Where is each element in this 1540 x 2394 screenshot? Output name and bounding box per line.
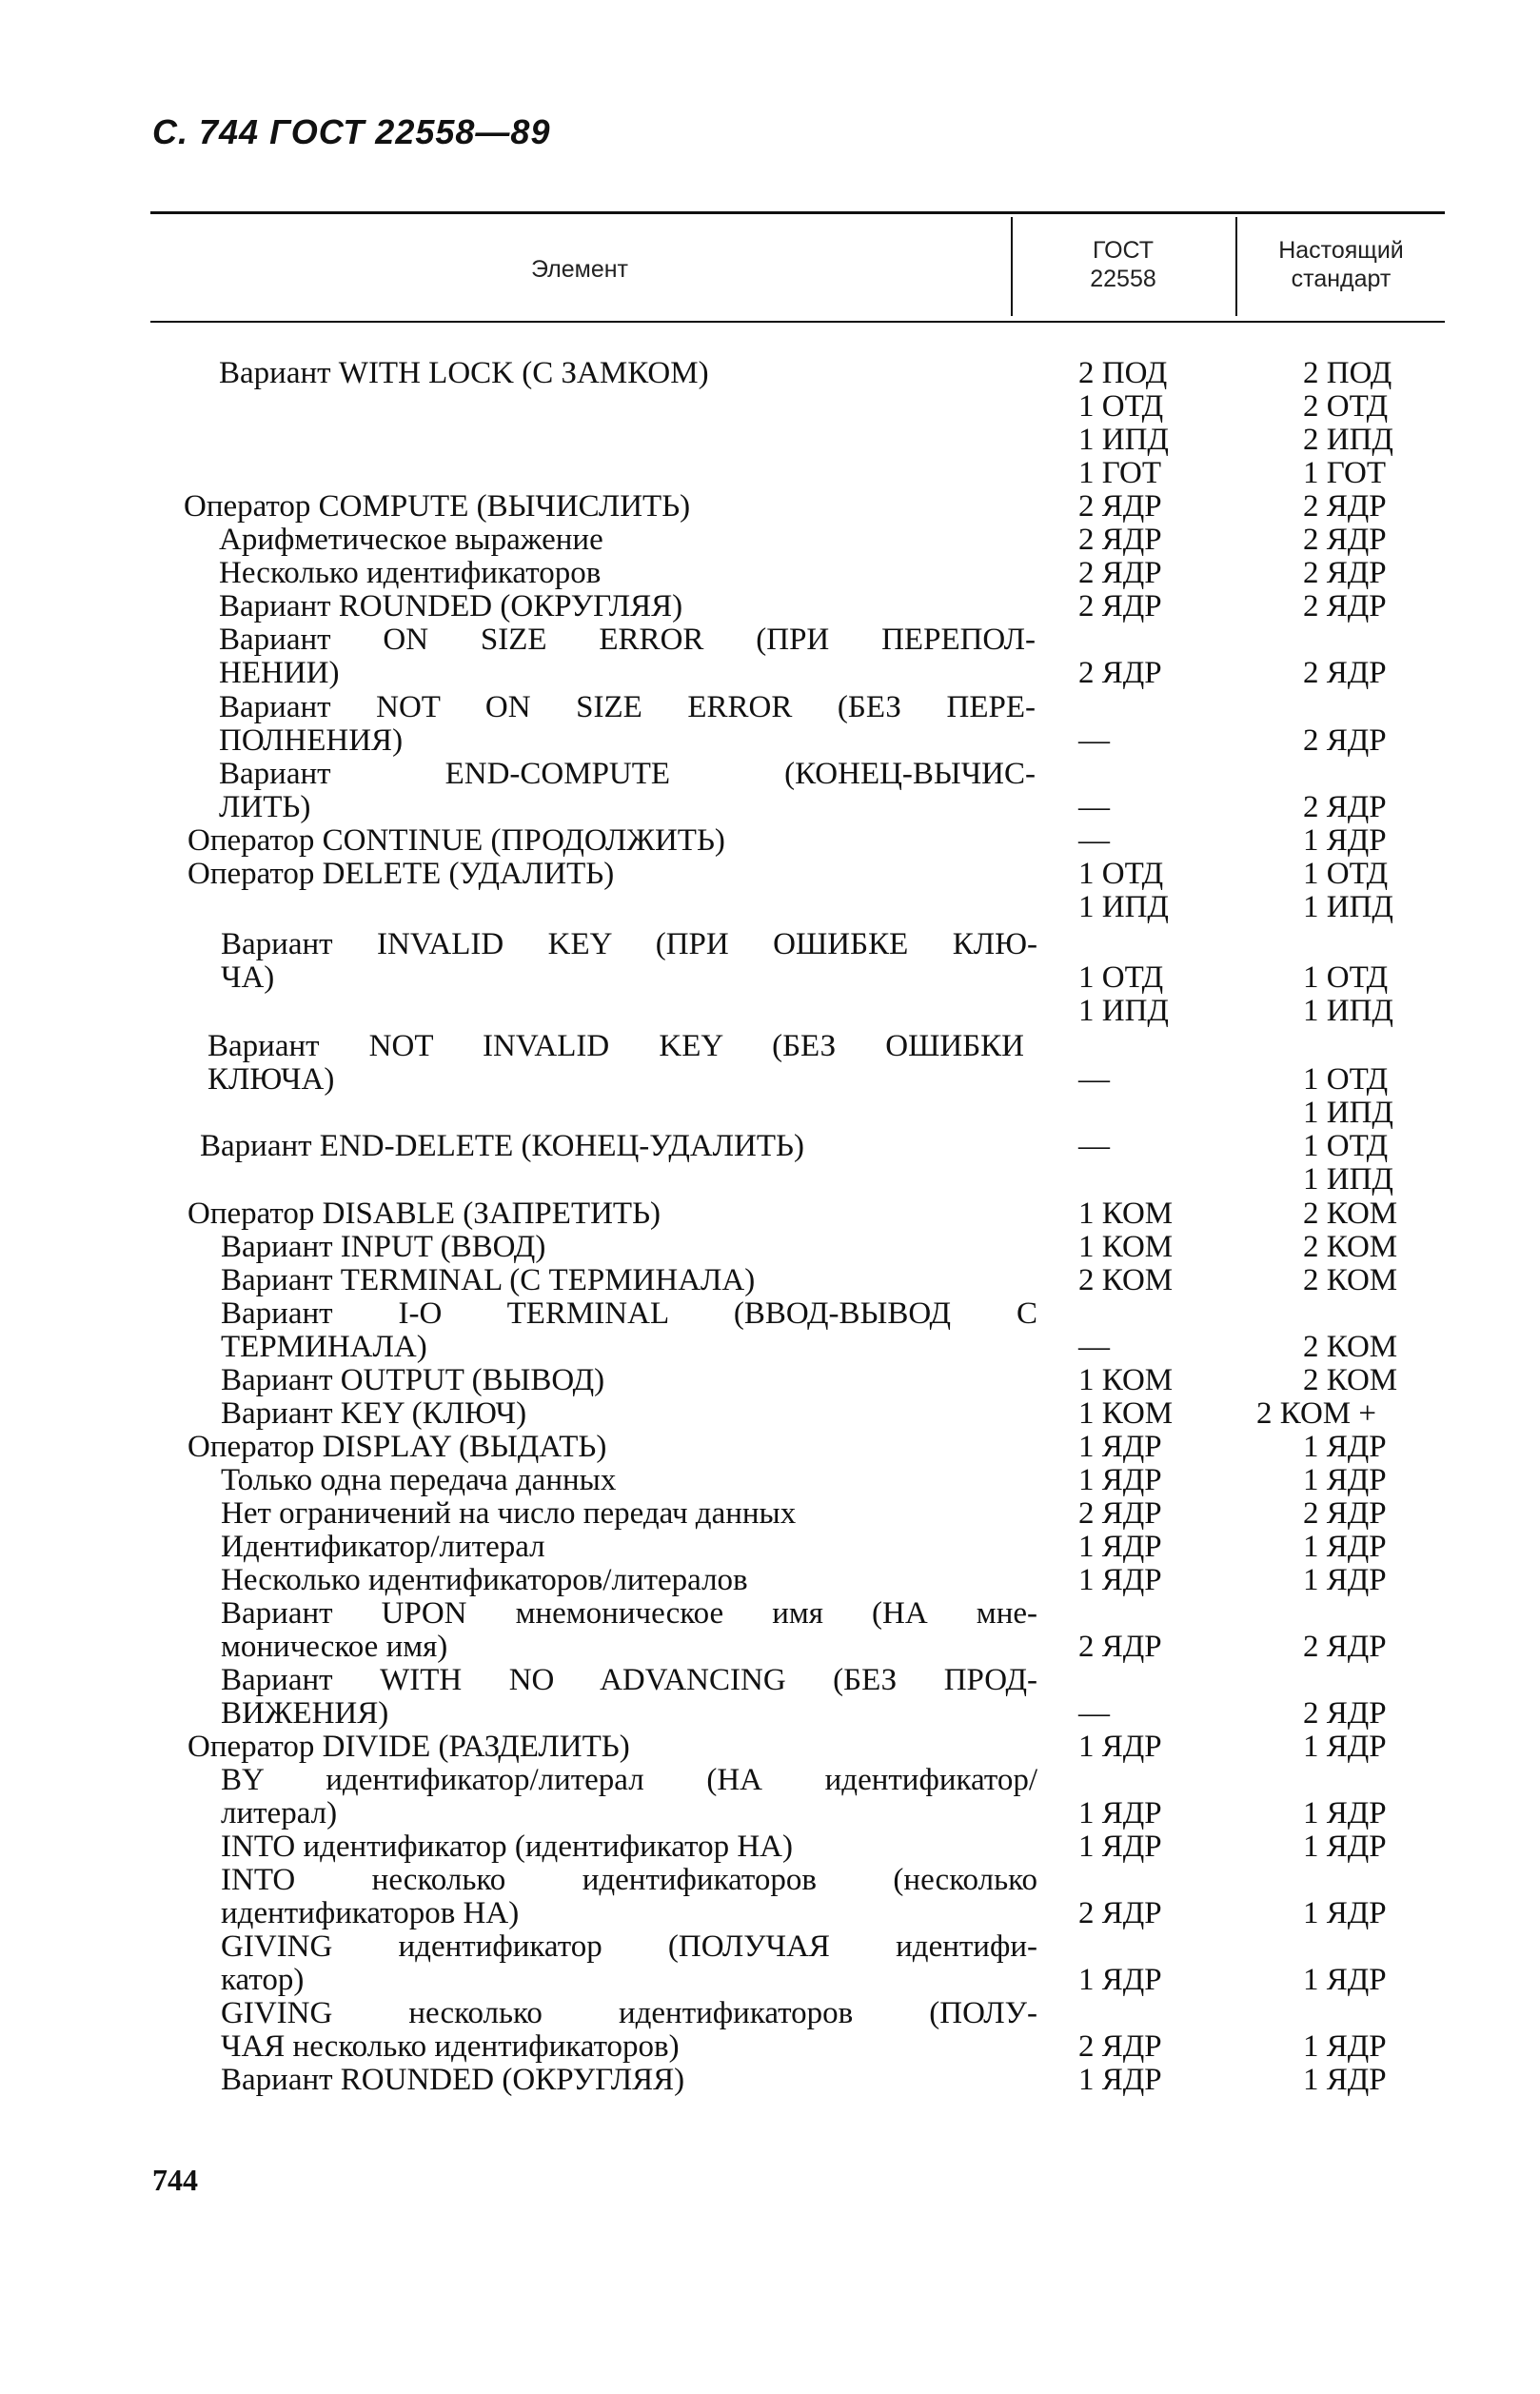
- table-row: [0, 1063, 1540, 1097]
- table-row: [0, 1297, 1540, 1331]
- standard-cell: 2 ЯДР: [1303, 523, 1387, 557]
- element-cell: литерал): [221, 1796, 338, 1830]
- standard-cell: 2 ИПД: [1303, 423, 1393, 457]
- standard-cell: 1 ГОТ: [1303, 456, 1386, 490]
- standard-cell: 1 ИПД: [1303, 994, 1393, 1028]
- table-row: [0, 1564, 1540, 1597]
- gost-cell: 1 ЯДР: [1078, 1430, 1162, 1464]
- gost-cell: 1 ЯДР: [1078, 2063, 1162, 2097]
- table-row: [0, 424, 1540, 457]
- gost-cell: 1 КОМ: [1078, 1363, 1174, 1397]
- element-cell: Нет ограничений на число передач данных: [221, 1496, 797, 1531]
- standard-cell: 1 ЯДР: [1303, 823, 1387, 858]
- standard-cell: 2 КОМ: [1303, 1330, 1398, 1364]
- table-row: [0, 524, 1540, 557]
- table-row: [0, 791, 1540, 824]
- gost-cell: 1 КОМ: [1078, 1230, 1174, 1264]
- gost-cell: 2 ЯДР: [1078, 2029, 1162, 2064]
- element-cell: Вариант I-O TERMINAL (ВВОД-ВЫВОД С: [221, 1296, 1037, 1331]
- element-cell: BY идентификатор/литерал (НА идентификатор/: [221, 1763, 1037, 1797]
- table-row: [0, 1130, 1540, 1163]
- table-row: [0, 2064, 1540, 2097]
- element-cell: ЛИТЬ): [219, 790, 311, 824]
- table-row: [0, 1397, 1540, 1431]
- element-cell: Вариант OUTPUT (ВЫВОД): [221, 1363, 605, 1397]
- standard-cell: 2 КОМ: [1303, 1363, 1398, 1397]
- element-cell: Несколько идентификаторов/литералов: [221, 1563, 748, 1597]
- element-cell: Вариант ROUNDED (ОКРУГЛЯЯ): [221, 2063, 685, 2097]
- standard-cell: 1 ИПД: [1303, 890, 1393, 924]
- standard-cell: 2 ПОД: [1303, 356, 1392, 390]
- element-cell: НЕНИИ): [219, 656, 340, 690]
- table-row: [0, 623, 1540, 657]
- standard-cell: 1 ИПД: [1303, 1096, 1393, 1130]
- element-cell: Вариант END-COMPUTE (КОНЕЦ-ВЫЧИС-: [219, 757, 1036, 791]
- element-cell: GIVING идентификатор (ПОЛУЧАЯ идентифи-: [221, 1929, 1037, 1964]
- gost-cell: 1 ИПД: [1078, 890, 1169, 924]
- table-row: [0, 1964, 1540, 1997]
- element-cell: катор): [221, 1963, 305, 1997]
- gost-cell: 1 ОТД: [1078, 960, 1164, 995]
- gost-cell: 2 ЯДР: [1078, 1630, 1162, 1664]
- gost-cell: 2 ПОД: [1078, 356, 1168, 390]
- header-element: Элемент: [531, 256, 628, 283]
- table-row: [0, 1764, 1540, 1797]
- gost-cell: 2 ЯДР: [1078, 1496, 1162, 1531]
- standard-cell: 2 ЯДР: [1303, 1696, 1387, 1731]
- gost-cell: 1 ЯДР: [1078, 1963, 1162, 1997]
- table-row: [0, 1864, 1540, 1897]
- element-cell: GIVING несколько идентификаторов (ПОЛУ-: [221, 1996, 1037, 2030]
- table-row: [0, 357, 1540, 390]
- standard-cell: 2 ОТД: [1303, 389, 1389, 424]
- element-cell: ТЕРМИНАЛА): [221, 1330, 427, 1364]
- table-row: [0, 1331, 1540, 1364]
- table-row: [0, 2030, 1540, 2064]
- table-row: [0, 758, 1540, 791]
- element-cell: Только одна передача данных: [221, 1463, 617, 1497]
- table-row: [0, 1631, 1540, 1664]
- element-cell: Оператор CONTINUE (ПРОДОЛЖИТЬ): [188, 823, 725, 858]
- gost-cell: 1 ЯДР: [1078, 1730, 1162, 1764]
- standard-cell: 2 ЯДР: [1303, 790, 1387, 824]
- table-row: [0, 1597, 1540, 1631]
- element-cell: ПОЛНЕНИЯ): [219, 723, 404, 758]
- standard-cell: 1 ЯДР: [1303, 1963, 1387, 1997]
- element-cell: Несколько идентификаторов: [219, 556, 602, 590]
- standard-cell: 1 ЯДР: [1303, 1563, 1387, 1597]
- element-cell: Вариант NOT ON SIZE ERROR (БЕЗ ПЕРЕ-: [219, 690, 1036, 724]
- gost-cell: 1 КОМ: [1078, 1197, 1174, 1231]
- gost-cell: 1 ОТД: [1078, 857, 1164, 891]
- table-row: [0, 858, 1540, 891]
- element-cell: Вариант TERMINAL (С ТЕРМИНАЛА): [221, 1263, 756, 1297]
- table-row: [0, 1930, 1540, 1964]
- element-cell: Вариант ROUNDED (ОКРУГЛЯЯ): [219, 589, 683, 623]
- table-row: [0, 1897, 1540, 1930]
- element-cell: Оператор DISPLAY (ВЫДАТЬ): [188, 1430, 607, 1464]
- table-row: [0, 557, 1540, 590]
- table-row: [0, 1431, 1540, 1464]
- standard-cell: 2 КОМ: [1303, 1263, 1398, 1297]
- gost-cell: 2 ЯДР: [1078, 656, 1162, 690]
- element-cell: Оператор DELETE (УДАЛИТЬ): [188, 857, 615, 891]
- element-cell: Вариант NOT INVALID KEY (БЕЗ ОШИБКИ: [207, 1029, 1024, 1063]
- table-row: [0, 1264, 1540, 1297]
- element-cell: Вариант INPUT (ВВОД): [221, 1230, 546, 1264]
- element-cell: Вариант KEY (КЛЮЧ): [221, 1396, 527, 1431]
- gost-cell: 1 ЯДР: [1078, 1796, 1162, 1830]
- standard-cell: 2 ЯДР: [1303, 589, 1387, 623]
- gost-cell: —: [1078, 1062, 1110, 1097]
- standard-cell: 2 КОМ +: [1256, 1396, 1376, 1431]
- standard-cell: 2 КОМ: [1303, 1197, 1398, 1231]
- standard-cell: 2 ЯДР: [1303, 1496, 1387, 1531]
- gost-cell: —: [1078, 1330, 1110, 1364]
- standard-cell: 1 ЯДР: [1303, 1430, 1387, 1464]
- standard-cell: 1 ЯДР: [1303, 1730, 1387, 1764]
- element-cell: моническое имя): [221, 1630, 448, 1664]
- table-row: [0, 1531, 1540, 1564]
- element-cell: Арифметическое выражение: [219, 523, 603, 557]
- element-cell: Вариант WITH NO ADVANCING (БЕЗ ПРОД-: [221, 1663, 1037, 1697]
- header-gost: ГОСТ 22558: [1090, 237, 1156, 292]
- gost-cell: 1 ОТД: [1078, 389, 1164, 424]
- element-cell: ВИЖЕНИЯ): [221, 1696, 389, 1731]
- standard-cell: 2 ЯДР: [1303, 656, 1387, 690]
- element-cell: Вариант ON SIZE ERROR (ПРИ ПЕРЕПОЛ-: [219, 623, 1036, 657]
- standard-cell: 1 ЯДР: [1303, 2063, 1387, 2097]
- element-cell: Оператор DISABLE (ЗАПРЕТИТЬ): [188, 1197, 661, 1231]
- element-cell: ЧАЯ несколько идентификаторов): [221, 2029, 680, 2064]
- page-number: 744: [152, 2163, 198, 2197]
- table-row: [0, 1197, 1540, 1231]
- table-row: [0, 1464, 1540, 1497]
- standard-cell: 1 ОТД: [1303, 857, 1389, 891]
- element-cell: Вариант INVALID KEY (ПРИ ОШИБКЕ КЛЮ-: [221, 927, 1037, 961]
- standard-cell: 1 ЯДР: [1303, 1530, 1387, 1564]
- table-row: [0, 457, 1540, 490]
- header-standard: Настоящий стандарт: [1278, 237, 1404, 292]
- table-row: [0, 961, 1540, 995]
- gost-cell: 1 ГОТ: [1078, 456, 1161, 490]
- standard-cell: 1 ЯДР: [1303, 1463, 1387, 1497]
- element-cell: INTO несколько идентификаторов (несколько: [221, 1863, 1037, 1897]
- table-row: [0, 590, 1540, 623]
- table-header-rule: [150, 321, 1445, 323]
- table-row: [0, 891, 1540, 924]
- gost-cell: 2 ЯДР: [1078, 489, 1162, 524]
- standard-cell: 2 КОМ: [1303, 1230, 1398, 1264]
- standard-cell: 2 ЯДР: [1303, 723, 1387, 758]
- gost-cell: 1 ЯДР: [1078, 1563, 1162, 1597]
- table-row: [0, 1797, 1540, 1830]
- element-cell: Оператор COMPUTE (ВЫЧИСЛИТЬ): [184, 489, 691, 524]
- table-row: [0, 824, 1540, 858]
- gost-cell: 2 ЯДР: [1078, 523, 1162, 557]
- gost-cell: —: [1078, 1696, 1110, 1731]
- table-row: [0, 1731, 1540, 1764]
- element-cell: ЧА): [221, 960, 275, 995]
- table-row: [0, 1997, 1540, 2030]
- table-row: [0, 1030, 1540, 1063]
- standard-cell: 2 ЯДР: [1303, 489, 1387, 524]
- gost-cell: —: [1078, 823, 1110, 858]
- standard-cell: 1 ЯДР: [1303, 1796, 1387, 1830]
- gost-cell: 2 ЯДР: [1078, 1896, 1162, 1930]
- standard-cell: 1 ЯДР: [1303, 1896, 1387, 1930]
- page-header: С. 744 ГОСТ 22558—89: [152, 112, 551, 151]
- gost-cell: 1 ИПД: [1078, 994, 1169, 1028]
- element-cell: идентификаторов НА): [221, 1896, 520, 1930]
- gost-cell: —: [1078, 1129, 1110, 1163]
- gost-cell: —: [1078, 723, 1110, 758]
- table-row: [0, 390, 1540, 424]
- table-row: [0, 1097, 1540, 1130]
- gost-cell: 2 КОМ: [1078, 1263, 1174, 1297]
- standard-cell: 1 ЯДР: [1303, 1830, 1387, 1864]
- element-cell: КЛЮЧА): [207, 1062, 335, 1097]
- gost-cell: 1 ЯДР: [1078, 1463, 1162, 1497]
- element-cell: Вариант WITH LOCK (С ЗАМКОМ): [219, 356, 709, 390]
- table-row: [0, 1664, 1540, 1697]
- table-row: [0, 1231, 1540, 1264]
- standard-cell: 1 ИПД: [1303, 1162, 1393, 1197]
- gost-cell: 1 КОМ: [1078, 1396, 1174, 1431]
- table-row: [0, 724, 1540, 758]
- standard-cell: 1 ОТД: [1303, 1129, 1389, 1163]
- table-row: [0, 657, 1540, 690]
- standard-cell: 2 ЯДР: [1303, 556, 1387, 590]
- gost-cell: 1 ЯДР: [1078, 1830, 1162, 1864]
- table-row: [0, 691, 1540, 724]
- gost-cell: —: [1078, 790, 1110, 824]
- element-cell: Идентификатор/литерал: [221, 1530, 545, 1564]
- table-row: [0, 1364, 1540, 1397]
- standard-cell: 1 ЯДР: [1303, 2029, 1387, 2064]
- table-row: [0, 1163, 1540, 1197]
- table-top-rule: [150, 211, 1445, 214]
- standard-cell: 1 ОТД: [1303, 960, 1389, 995]
- standard-cell: 2 ЯДР: [1303, 1630, 1387, 1664]
- table-row: [0, 1497, 1540, 1531]
- standard-cell: 1 ОТД: [1303, 1062, 1389, 1097]
- table-row: [0, 1830, 1540, 1864]
- element-cell: Вариант UPON мнемоническое имя (НА мне-: [221, 1596, 1037, 1631]
- table-row: [0, 995, 1540, 1028]
- table-row: [0, 1697, 1540, 1731]
- element-cell: Оператор DIVIDE (РАЗДЕЛИТЬ): [188, 1730, 630, 1764]
- element-cell: INTO идентификатор (идентификатор НА): [221, 1830, 793, 1864]
- table-row: [0, 928, 1540, 961]
- gost-cell: 2 ЯДР: [1078, 556, 1162, 590]
- element-cell: Вариант END-DELETE (КОНЕЦ-УДАЛИТЬ): [200, 1129, 804, 1163]
- gost-cell: 1 ЯДР: [1078, 1530, 1162, 1564]
- gost-cell: 2 ЯДР: [1078, 589, 1162, 623]
- table-row: [0, 490, 1540, 524]
- gost-cell: 1 ИПД: [1078, 423, 1169, 457]
